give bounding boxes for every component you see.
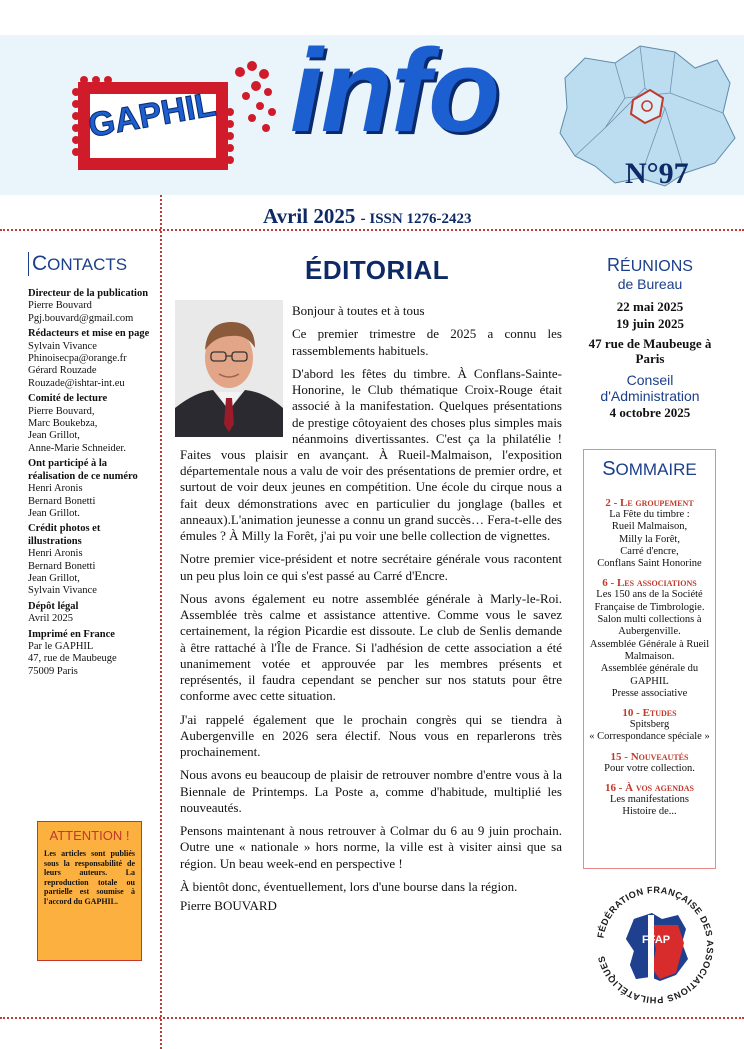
council-heading-line1: Conseil <box>626 372 674 388</box>
sommaire-entry-head[interactable]: 6 - Les associations <box>602 577 697 590</box>
contact-group <box>28 393 156 455</box>
sommaire-entry[interactable] <box>584 751 715 775</box>
gaphil-stamp-text: GAPHIL <box>85 85 219 146</box>
sommaire-entry[interactable] <box>584 707 715 744</box>
contact-value: Jean Grillot, <box>28 572 80 584</box>
sommaire-entry-line: Conflans Saint Honorine <box>597 558 702 570</box>
contact-value: 75009 Paris <box>28 665 78 677</box>
info-wordmark: info <box>290 25 499 157</box>
contact-value: Bernard Bonetti <box>28 495 96 507</box>
contact-label: Imprimé en France <box>28 628 115 640</box>
contacts-heading: CONTACTS <box>28 252 127 276</box>
contacts-list <box>28 288 156 681</box>
sommaire-entry-line: Presse associative <box>611 687 688 699</box>
contact-label: Dépôt légal <box>28 600 79 612</box>
sommaire-entry-line: Milly la Forêt, <box>619 533 680 545</box>
top-dotted-rule <box>0 229 744 231</box>
sommaire-entry-line: Carré d'encre, <box>620 545 679 557</box>
sommaire-entry-line: Histoire de... <box>622 806 677 818</box>
contact-value: Jean Grillot. <box>28 507 80 519</box>
contact-value: Pierre Bouvard <box>28 300 92 312</box>
issn: - ISSN 1276-2423 <box>360 211 472 227</box>
sommaire-entry[interactable] <box>584 577 715 700</box>
sommaire-entry-line: « Correspondance spéciale » <box>589 731 710 743</box>
sommaire-entry-head[interactable]: 10 - Etudes <box>622 707 677 720</box>
attention-title: ATTENTION ! <box>49 828 130 843</box>
contact-value: 47, rue de Maubeuge <box>28 653 117 665</box>
issue-number: N°97 <box>625 157 689 190</box>
sommaire-entry-line: La Fête du timbre : <box>609 509 690 520</box>
contact-group <box>28 458 156 520</box>
contact-value: Jean Grillot, <box>28 430 80 442</box>
contact-value: Sylvain Vivance <box>28 340 97 352</box>
contact-value: Marc Boukebza, <box>28 418 98 430</box>
contact-value: Sylvain Vivance <box>28 585 97 597</box>
contact-value: Avril 2025 <box>28 613 74 625</box>
editorial-paragraph: Nous avons eu beaucoup de plaisir de retrouver nombre d'entre vous à la Biennale de Printemps. La Poste a, comme d'habitude, multiplié les nouveautés. <box>180 767 562 815</box>
portrait-spacer <box>180 303 292 441</box>
issue-date: Avril 2025 <box>263 204 356 228</box>
council-date: 4 octobre 2025 <box>609 405 691 420</box>
contact-label: Crédit photos et illustrations <box>28 523 101 547</box>
sommaire-entry-line: Les manifestations <box>609 794 690 806</box>
contact-label: Directeur de la publication <box>28 288 149 299</box>
contact-group <box>28 523 156 597</box>
contact-value: Anne-Marie Schneider. <box>28 442 126 454</box>
editorial-paragraph: Notre premier vice-président et notre secrétaire générale vous racontent un peu plus loin ce qui s'est passé au Carré d'Encre. <box>180 551 562 583</box>
sommaire-entry-line: Assemblée générale du GAPHIL <box>600 663 699 687</box>
meeting-address: 47 rue de Maubeuge à Paris <box>588 336 712 366</box>
column-dotted-rule <box>160 195 162 1049</box>
council-heading-line2: d'Administration <box>600 388 700 404</box>
contact-value: Pierre Bouvard, <box>28 405 95 417</box>
contact-email[interactable]: Rouzade@ishtar-int.eu <box>28 377 125 389</box>
attention-text: Les articles sont publiés sous la responsabilité de leurs auteurs. La reproduction totale ou partielle est soumise à l'accord du GAPHIL. <box>44 849 135 906</box>
issue-date-line <box>263 204 471 229</box>
meetings-block <box>585 255 715 421</box>
contact-label: Rédacteurs et mise en page <box>28 328 150 340</box>
contact-value: Gérard Rouzade <box>28 365 97 377</box>
sommaire-entry[interactable] <box>584 497 715 570</box>
editorial-signature: Pierre BOUVARD <box>180 898 277 914</box>
editorial-paragraph: Ce premier trimestre de 2025 a connu les rassemblements habituels. <box>292 326 562 358</box>
sommaire-entry-head[interactable]: 15 - Nouveautés <box>610 750 689 763</box>
contact-email[interactable]: Phinoisecpa@orange.fr <box>28 353 127 365</box>
meeting-date: 22 mai 2025 <box>616 299 684 314</box>
contact-value: Bernard Bonetti <box>28 560 96 572</box>
sommaire-box <box>583 449 716 869</box>
contact-group <box>28 288 156 325</box>
sommaire-heading: SOMMAIRE <box>602 458 697 480</box>
sommaire-entry-line: Pour votre collection. <box>604 762 695 774</box>
bottom-dotted-rule <box>0 1017 744 1019</box>
sommaire-entry[interactable] <box>584 782 715 819</box>
ffap-logo <box>590 885 720 1005</box>
meetings-subtitle: de Bureau <box>617 276 683 292</box>
sommaire-entry-head[interactable]: 2 - Le groupement <box>605 497 694 509</box>
sommaire-entry-line: Les 150 ans de la Société Française de Timbrologie. <box>594 589 705 613</box>
contact-label: Comité de lecture <box>28 393 108 405</box>
contact-group <box>28 328 156 390</box>
editorial-paragraph: D'abord les fêtes du timbre. À Conflans-Sainte-Honorine, le Club thématique Croix-Rouge était associé à la manifestation. Quelques présentations de prestige côtoyaient des choses plus simples mais néanmoins divertissantes. C'est ça la philatélie ! Faites vous plaisir en avançant. À Rueil-Malmaison, l'exposition départementale nous a valu de voir des présentations de premier ordre, et surtout de voir deux jeunes en compétition. Une école du cirque nous a fait deux démonstrations avec en particulier du jonglage (balles et anneaux).L'animation jeunesse a connu un grand succès… Fera-t-elle des émules ? À Milly la Forêt, j'ai pu voir une belle collection de vignettes. <box>180 365 562 544</box>
sommaire-entry-line: Rueil Malmaison, <box>611 521 688 533</box>
editorial-paragraph: À bientôt donc, éventuellement, lors d'une bourse dans la région. <box>180 879 518 894</box>
sommaire-entry-head[interactable]: 16 - À vos agendas <box>604 782 694 795</box>
contact-email[interactable]: Pgj.bouvard@gmail.com <box>28 312 134 324</box>
contact-group <box>28 629 156 679</box>
editorial-paragraph: J'ai rappelé également que le prochain congrès qui se tiendra à Aubergenville en 2026 sera électif. Nous vous en reparlerons très prochainement. <box>180 711 562 760</box>
editorial-paragraph: Pensons maintenant à nous retrouver à Colmar du 6 au 9 juin prochain. Outre une « nationale » hors norme, la ville est à visiter ainsi que sa région. Un beau week-end en perspective ! <box>180 823 562 871</box>
contact-value: Henri Aronis <box>28 483 83 495</box>
ffap-monogram: FFAP <box>642 934 671 946</box>
editorial-paragraph: Bonjour à toutes et à tous <box>292 303 425 318</box>
contact-value: Par le GAPHIL <box>28 640 94 652</box>
contact-value: Henri Aronis <box>28 548 83 560</box>
contact-label: Ont participé à la réalisation de ce numéro <box>28 458 138 482</box>
ffap-ring-text: FÉDÉRATION FRANÇAISE DES ASSOCIATIONS PHILATÉLIQUES <box>595 885 716 1005</box>
meetings-heading: RÉUNIONS <box>607 255 693 275</box>
contact-group <box>28 601 156 626</box>
meeting-date: 19 juin 2025 <box>616 316 684 331</box>
editorial-title: ÉDITORIAL <box>305 255 450 285</box>
editorial-paragraph: Nous avons également eu notre assemblée générale à Marly-le-Roi. Assemblée très calme et assistance attentive. Comme vous le savez certainement, la région Picardie est dissoute. Le club de Senlis demande à être rattaché à l'Île de France. Si l'adhésion de cette association a été unanimement votée et approuvée par les membres présents et représentés, il faudra cependant se pencher sur nos statuts pour être conforme avec cette situation. <box>180 591 562 704</box>
attention-box <box>37 821 142 961</box>
editorial-article <box>180 303 562 922</box>
sommaire-entry-line: Spitsberg <box>629 719 670 731</box>
sommaire-entry-line: Assemblée Générale à Rueil Malmaison. <box>589 638 710 662</box>
gaphil-stamp-logo <box>70 52 280 180</box>
sommaire-entry-line: Salon multi collections à Aubergenville. <box>597 614 702 638</box>
